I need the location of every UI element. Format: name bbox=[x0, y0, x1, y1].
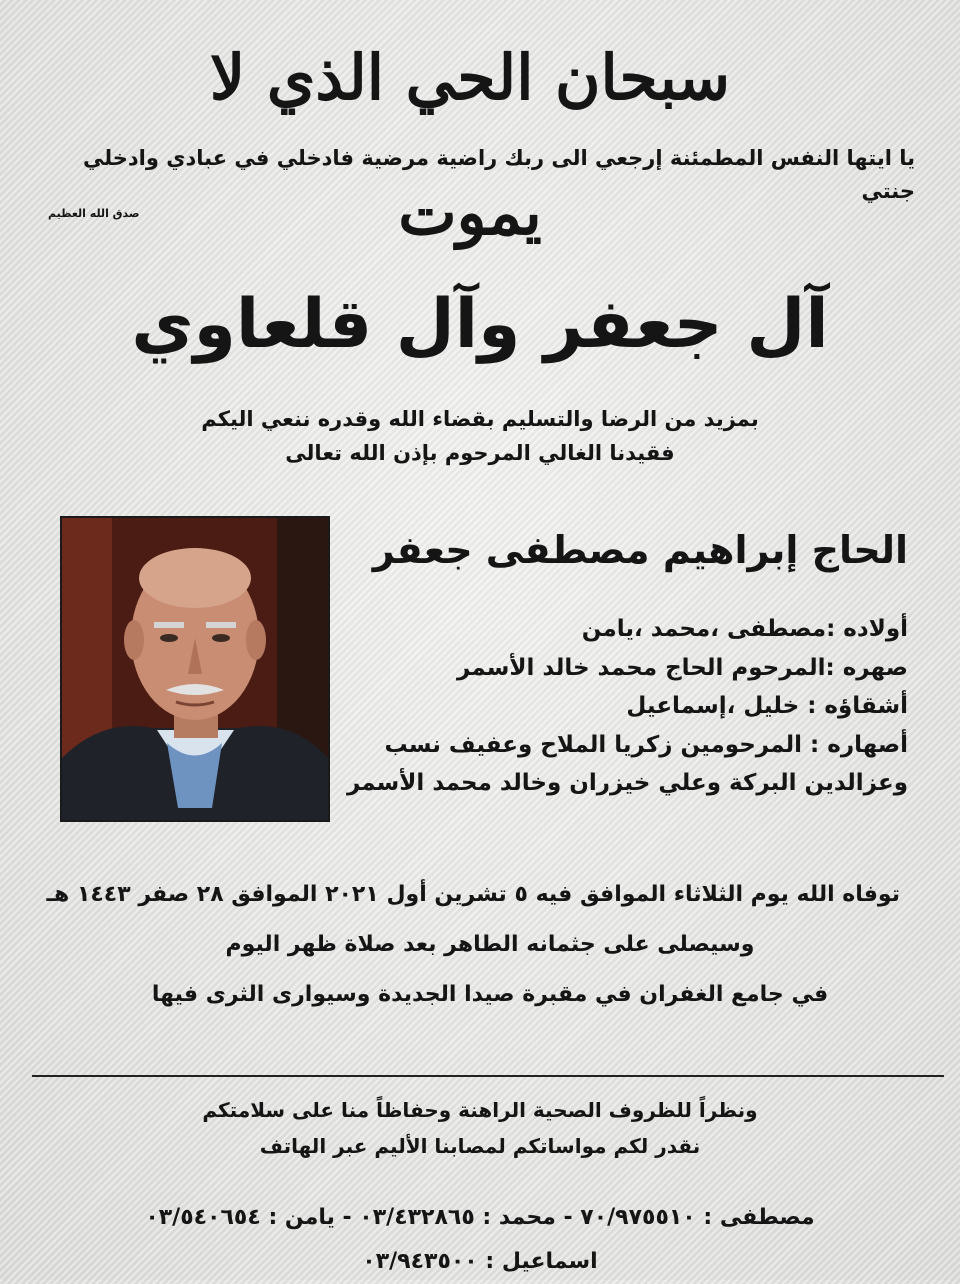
deceased-photo bbox=[60, 516, 330, 822]
phone-numbers bbox=[100, 1196, 860, 1284]
intro-line-2: فقيدنا الغالي المرحوم بإذن الله تعالى bbox=[285, 441, 675, 465]
relatives-brothers: أشقاؤه : خليل ،إسماعيل bbox=[626, 693, 908, 719]
phone-line-2: اسماعيل : ٠٣/٩٤٣٥٠٠ bbox=[362, 1249, 598, 1274]
relatives-in-laws: أصهاره : المرحومين زكريا الملاح وعفيف نسب bbox=[384, 731, 908, 758]
funeral-details bbox=[46, 870, 900, 1020]
intro-line-1: بمزيد من الرضا والتسليم بقضاء الله وقدره ننعي اليكم bbox=[201, 407, 759, 431]
families-title: آل جعفر وآل قلعاوي bbox=[131, 285, 829, 364]
burial-location: في جامع الغفران في مقبرة صيدا الجديدة وسيوارى الثرى فيها bbox=[151, 982, 829, 1007]
relatives-children: أولاده :مصطفى ،محمد ،يامن bbox=[581, 616, 908, 642]
notice-line-1: ونظراً للظروف الصحية الراهنة وحفاظاً منا على سلامتكم bbox=[202, 1098, 758, 1122]
verse-reference: صدق الله العظيم bbox=[48, 207, 140, 220]
portrait-image bbox=[62, 518, 328, 820]
deceased-name: الحاج إبراهيم مصطفى جعفر bbox=[372, 528, 908, 572]
prayer-time: وسيصلى على جثمانه الطاهر بعد صلاة ظهر اليوم bbox=[225, 932, 755, 957]
notice-line-2: نقدر لكم مواساتكم لمصابنا الأليم عبر الهاتف bbox=[259, 1134, 701, 1158]
divider bbox=[32, 1075, 944, 1077]
intro-text bbox=[150, 402, 810, 470]
relatives-in-laws-cont: وعزالدين البركة وعلي خيزران وخالد محمد الأسمر bbox=[346, 770, 908, 796]
quran-verse: يا ايتها النفس المطمئنة إرجعي الى ربك راضية مرضية فادخلي في عبادي وادخلي جنتي bbox=[82, 146, 915, 203]
calligraphy-heading: سبحان الحي الذي لا يموت bbox=[209, 41, 731, 249]
relatives-list bbox=[348, 610, 908, 803]
phone-line-1: مصطفى : ٧٠/٩٧٥٥١٠ - محمد : ٠٣/٤٣٢٨٦٥ - يامن : ٠٣/٥٤٠٦٥٤ bbox=[145, 1205, 815, 1230]
condolence-notice bbox=[160, 1092, 800, 1164]
relatives-son-in-law: صهره :المرحوم الحاج محمد خالد الأسمر bbox=[457, 654, 908, 681]
death-date: توفاه الله يوم الثلاثاء الموافق فيه ٥ تشرين أول ٢٠٢١ الموافق ٢٨ صفر ١٤٤٣ هـ bbox=[46, 882, 900, 907]
